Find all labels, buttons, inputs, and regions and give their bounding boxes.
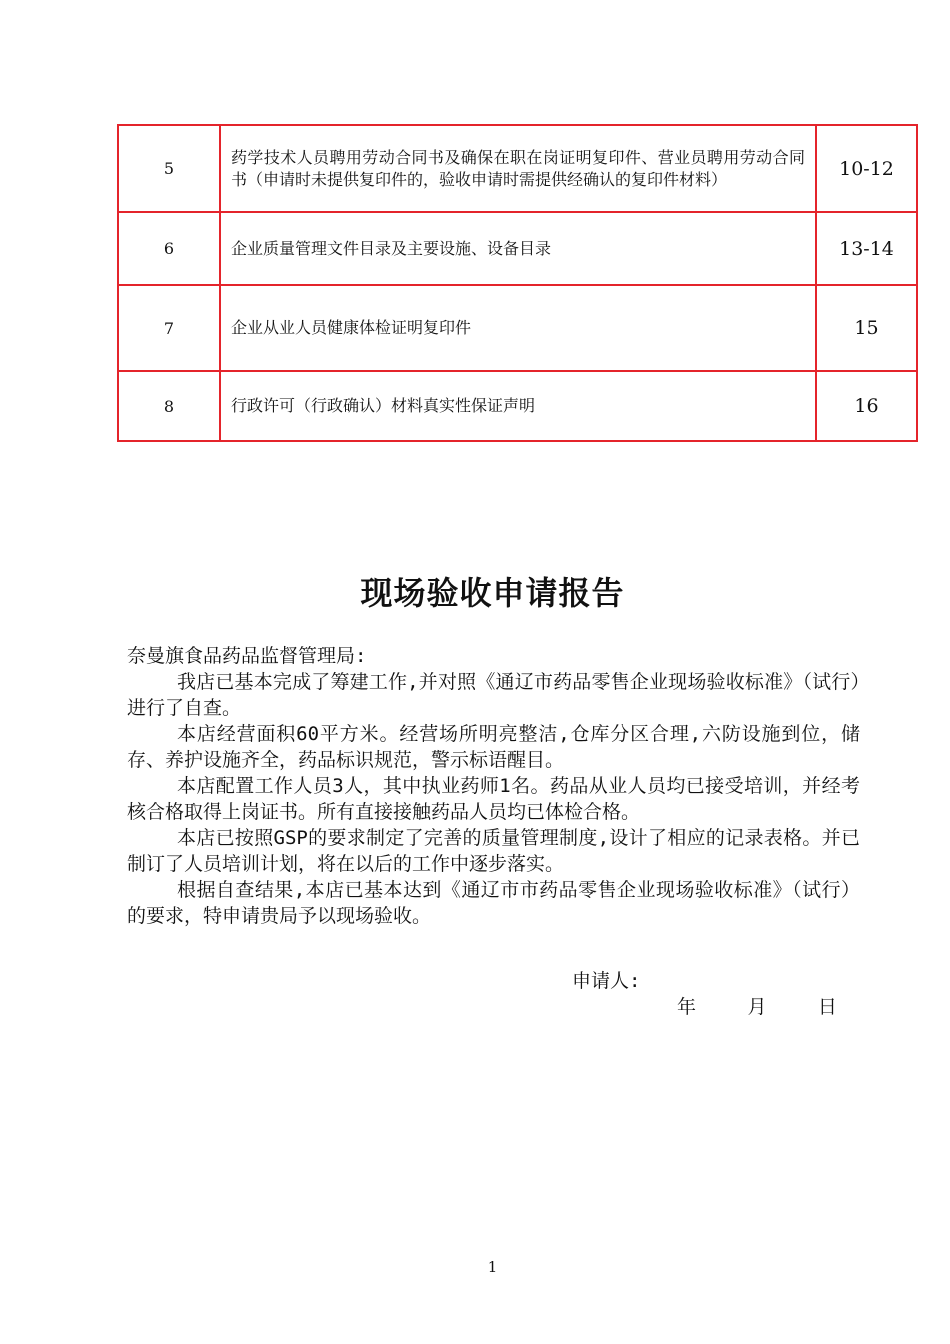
- page-number: 1: [487, 1258, 498, 1276]
- document-checklist-table: [117, 124, 918, 442]
- report-paragraph: 本店经营面积60平方米。经营场所明亮整洁,仓库分区合理,六防设施到位，储存、养护设施齐全，药品标识规范，警示标语醒目。: [127, 723, 860, 771]
- table-row: [118, 371, 917, 441]
- table-row: [118, 285, 917, 371]
- addressee: 奈曼旗食品药品监督管理局:: [127, 645, 367, 667]
- report-paragraph: 本店已按照GSP的要求制定了完善的质量管理制度,设计了相应的记录表格。并已制订了人员培训计划，将在以后的工作中逐步落实。: [127, 827, 860, 875]
- row-number: 7: [118, 285, 220, 371]
- row-description: 企业从业人员健康体检证明复印件: [220, 285, 816, 371]
- row-number: 6: [118, 212, 220, 285]
- table-row: [118, 125, 917, 212]
- row-pages: 16: [816, 371, 917, 441]
- report-body: [127, 643, 860, 929]
- row-number: 5: [118, 125, 220, 212]
- row-number: 8: [118, 371, 220, 441]
- row-pages: 13-14: [816, 212, 917, 285]
- report-paragraph: 根据自查结果,本店已基本达到《通辽市市药品零售企业现场验收标准》（试行）的要求，特申请贵局予以现场验收。: [127, 879, 860, 927]
- row-description: 药学技术人员聘用劳动合同书及确保在职在岗证明复印件、营业员聘用劳动合同书（申请时未提供复印件的，验收申请时需提供经确认的复印件材料）: [220, 125, 816, 212]
- applicant-label: 申请人:: [572, 970, 641, 992]
- report-paragraph: 我店已基本完成了筹建工作,并对照《通辽市药品零售企业现场验收标准》（试行）进行了自查。: [127, 671, 860, 719]
- date-label: 年 月 日: [677, 996, 857, 1018]
- table-row: [118, 212, 917, 285]
- row-description: 企业质量管理文件目录及主要设施、设备目录: [220, 212, 816, 285]
- report-paragraph: 本店配置工作人员3人，其中执业药师1名。药品从业人员均已接受培训，并经考核合格取得上岗证书。所有直接接触药品人员均已体检合格。: [127, 775, 860, 823]
- row-description: 行政许可（行政确认）材料真实性保证声明: [220, 371, 816, 441]
- row-pages: 15: [816, 285, 917, 371]
- row-pages: 10-12: [816, 125, 917, 212]
- report-title: 现场验收申请报告: [360, 574, 625, 612]
